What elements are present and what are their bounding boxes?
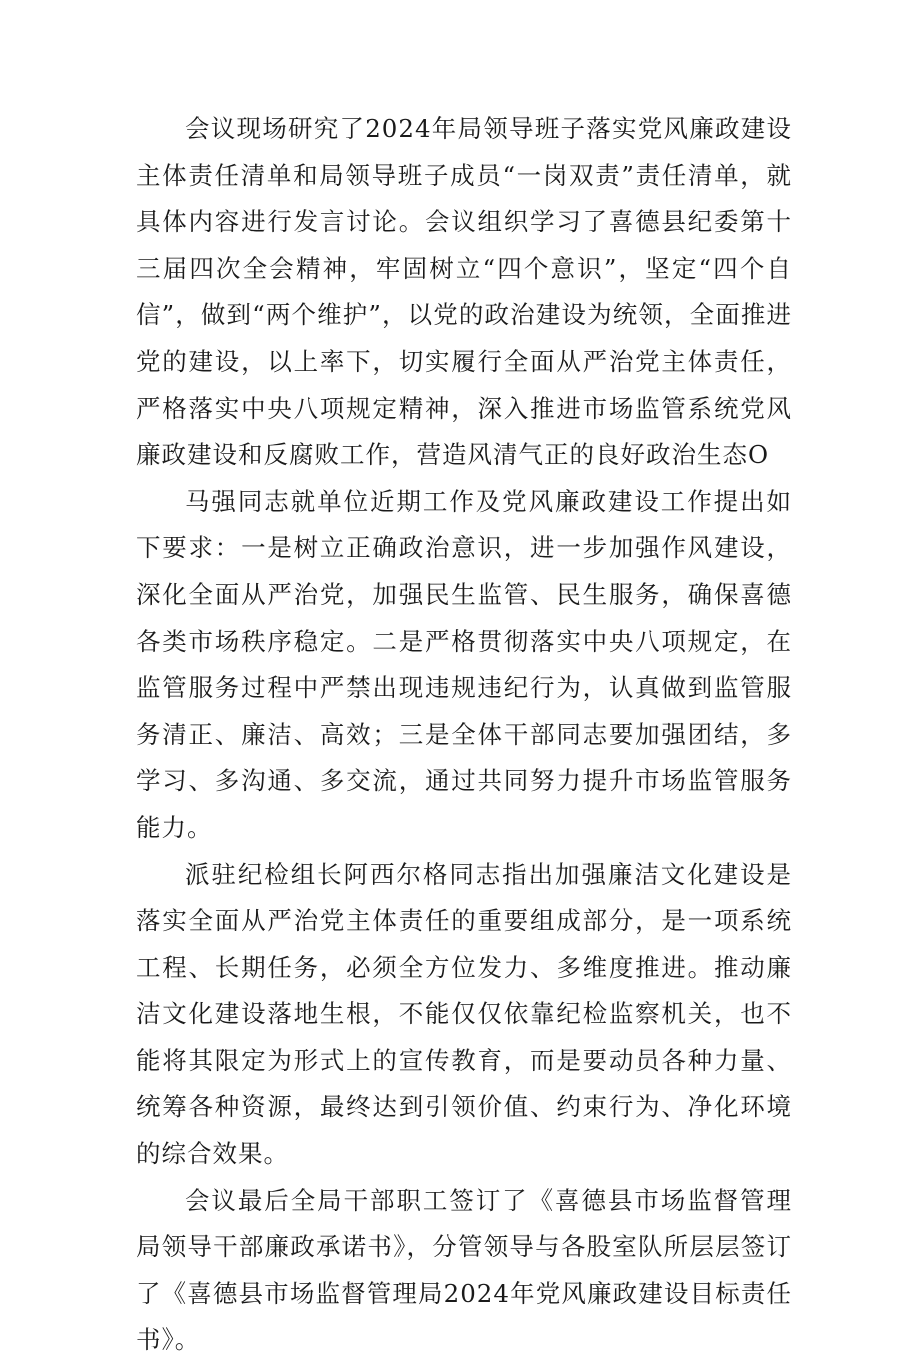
document-body — [136, 106, 792, 1364]
paragraph-meeting-study: 会议现场研究了2024年局领导班子落实党风廉政建设主体责任清单和局领导班子成员“一岗双责”责任清单，就具体内容进行发言讨论。会议组织学习了喜德县纪委第十三届四次全会精神，牢固树立“四个意识”，坚定“四个自信”，做到“两个维护”，以党的政治建设为统领，全面推进党的建设，以上率下，切实履行全面从严治党主体责任，严格落实中央八项规定精神，深入推进市场监管系统党风廉政建设和反腐败工作，营造风清气正的良好政治生态O — [136, 114, 792, 470]
paragraph-maqiang-requirements: 马强同志就单位近期工作及党风廉政建设工作提出如下要求：一是树立正确政治意识，进一步加强作风建设，深化全面从严治党，加强民生监管、民生服务，确保喜德各类市场秩序稳定。二是严格贯彻落实中央八项规定，在监管服务过程中严禁出现违规违纪行为，认真做到监管服务清正、廉洁、高效；三是全体干部同志要加强团结，多学习、多沟通、多交流，通过共同努力提升市场监管服务能力。 — [136, 486, 792, 842]
paragraph-signing: 会议最后全局干部职工签订了《喜德县市场监督管理局领导干部廉政承诺书》，分管领导与各股室队所层层签订了《喜德县市场监督管理局2024年党风廉政建设目标责任书》。 — [136, 1185, 792, 1355]
paragraph-axierge-remarks: 派驻纪检组长阿西尔格同志指出加强廉洁文化建设是落实全面从严治党主体责任的重要组成部分，是一项系统工程、长期任务，必须全方位发力、多维度推进。推动廉洁文化建设落地生根，不能仅仅依靠纪检监察机关，也不能将其限定为形式上的宣传教育，而是要动员各种力量、统筹各种资源，最终达到引领价值、约束行为、净化环境的综合效果。 — [136, 859, 792, 1169]
